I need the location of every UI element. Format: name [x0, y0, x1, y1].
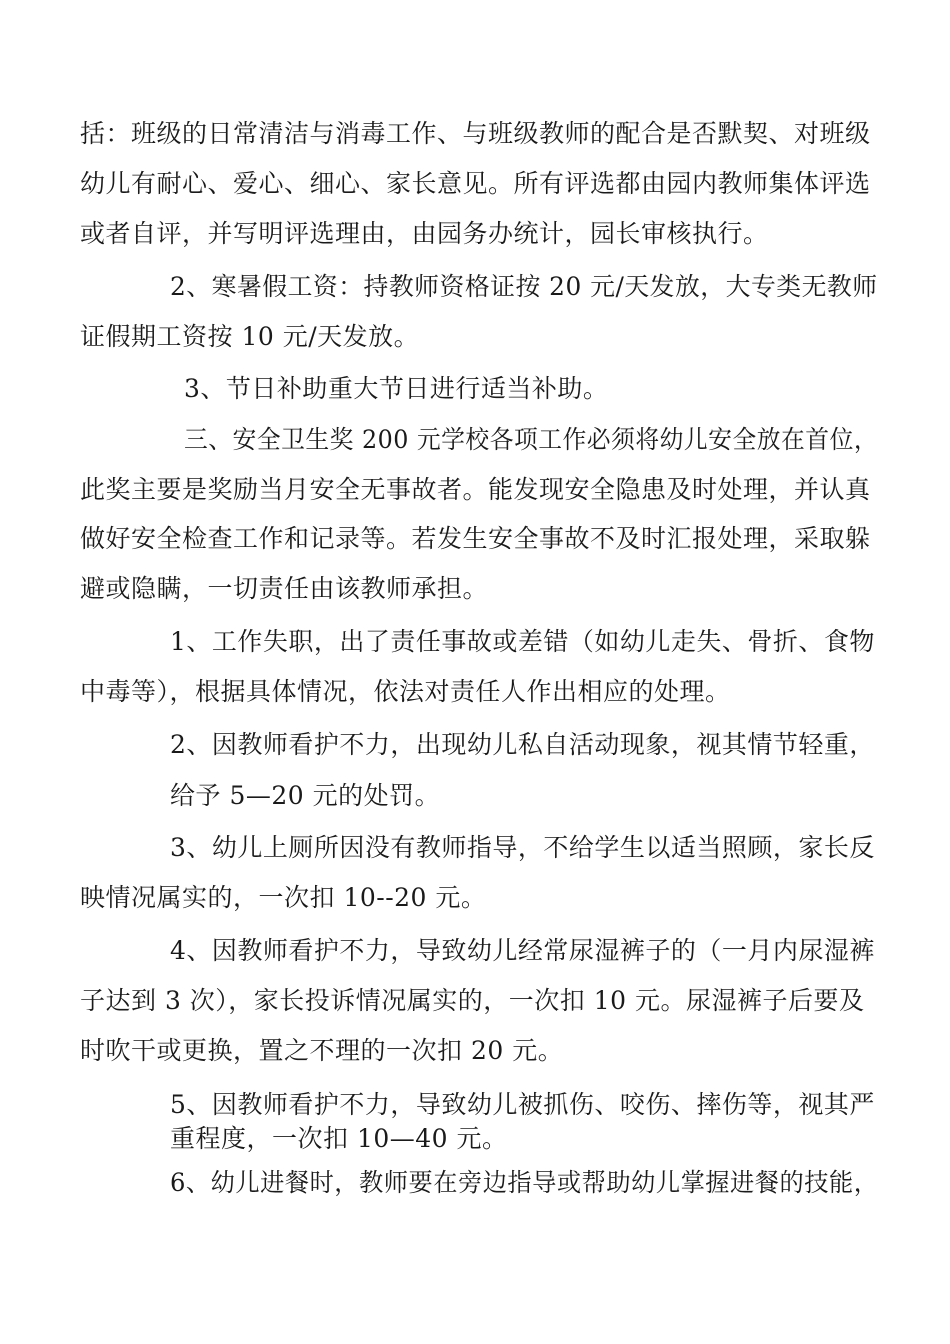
- text-line: 6、幼儿进餐时，教师要在旁边指导或帮助幼儿掌握进餐的技能，: [170, 1168, 879, 1197]
- text-line: 证假期工资按 10 元/天发放。: [80, 322, 420, 351]
- text-line: 映情况属实的，一次扣 10--20 元。: [80, 883, 487, 912]
- text-line: 括：班级的日常清洁与消毒工作、与班级教师的配合是否默契、对班级: [80, 119, 871, 148]
- text-line: 或者自评，并写明评选理由，由园务办统计，园长审核执行。: [80, 219, 769, 248]
- text-line: 中毒等），根据具体情况，依法对责任人作出相应的处理。: [80, 677, 731, 706]
- text-line: 3、幼儿上厕所因没有教师指导，不给学生以适当照顾，家长反: [170, 833, 875, 862]
- text-line: 做好安全检查工作和记录等。若发生安全事故不及时汇报处理，采取躲: [80, 524, 871, 553]
- text-line: 5、因教师看护不力，导致幼儿被抓伤、咬伤、摔伤等，视其严: [170, 1090, 875, 1119]
- text-line: 避或隐瞒，一切责任由该教师承担。: [80, 574, 489, 603]
- text-line: 4、因教师看护不力，导致幼儿经常尿湿裤子的（一月内尿湿裤: [170, 936, 875, 965]
- text-line: 重程度，一次扣 10—40 元。: [170, 1124, 508, 1153]
- text-line: 3、节日补助重大节日进行适当补助。: [184, 374, 609, 403]
- text-line: 子达到 3 次），家长投诉情况属实的，一次扣 10 元。尿湿裤子后要及: [80, 986, 865, 1015]
- text-line: 2、因教师看护不力，出现幼儿私自活动现象，视其情节轻重，: [170, 730, 875, 759]
- text-line: 幼儿有耐心、爱心、细心、家长意见。所有评选都由园内教师集体评选: [80, 169, 871, 198]
- text-line: 三、安全卫生奖 200 元学校各项工作必须将幼儿安全放在首位，: [184, 425, 879, 454]
- text-line: 2、寒暑假工资：持教师资格证按 20 元/天发放，大专类无教师: [170, 272, 878, 301]
- text-line: 此奖主要是奖励当月安全无事故者。能发现安全隐患及时处理，并认真: [80, 475, 871, 504]
- text-line: 给予 5—20 元的处罚。: [170, 781, 441, 810]
- text-line: 时吹干或更换，置之不理的一次扣 20 元。: [80, 1036, 564, 1065]
- text-line: 1、工作失职，出了责任事故或差错（如幼儿走失、骨折、食物: [170, 627, 875, 656]
